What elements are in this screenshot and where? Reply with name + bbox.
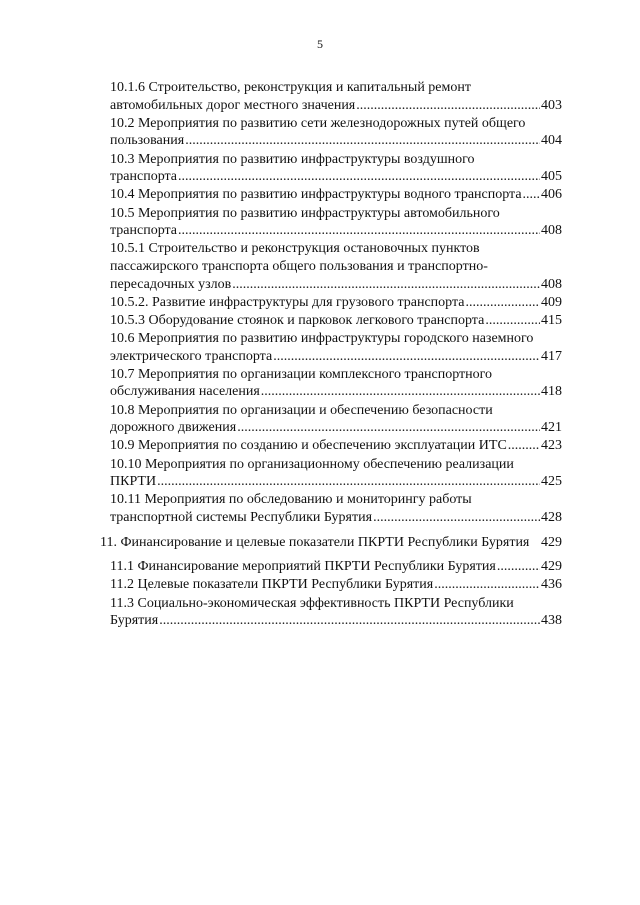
toc-entry-title: пользования [110,133,185,149]
toc-dot-leader [232,276,540,294]
toc-entry-title: 10.4 Мероприятия по развитию инфраструктуры водного транспорта [110,187,522,203]
toc-entry-last-line [110,576,562,594]
toc-page-number: 405 [541,169,562,185]
toc-dot-leader [508,437,540,455]
toc-entry[interactable] [110,595,562,630]
toc-entry-last-line [110,186,562,204]
toc-entry-title-line: 10.1.6 Строительство, реконструкция и капитальный ремонт [110,80,471,95]
toc-dot-leader [261,383,540,401]
toc-entry-last-line [110,294,562,312]
toc-entry[interactable] [110,151,562,186]
toc-page-number: 408 [541,223,562,239]
toc-entry[interactable] [110,366,562,401]
toc-entry-title: обслуживания населения [110,384,260,400]
toc-dot-leader [178,168,540,186]
toc-entry[interactable] [110,240,562,293]
toc-page-number: 409 [541,294,562,310]
toc-page-number: 429 [541,534,562,550]
toc-entry-last-line [110,437,562,455]
toc-entry[interactable] [110,402,562,437]
toc-dot-leader [157,473,540,491]
toc-entry-last-line [110,222,562,240]
toc-entry[interactable] [110,186,562,204]
toc-dot-leader [523,186,540,204]
toc-entry[interactable] [110,558,562,576]
toc-entry-last-line [110,276,562,294]
toc-entry-title: электрического транспорта [110,348,273,364]
toc-entry-title: 11.1 Финансирование мероприятий ПКРТИ Республики Бурятия [110,559,496,575]
toc-dot-leader [178,222,540,240]
toc-entry[interactable] [110,115,562,150]
toc-entry-title-line: пассажирского транспорта общего пользования и транспортно- [110,258,488,274]
toc-entry[interactable] [110,330,562,365]
toc-entry-last-line [100,534,562,552]
toc-entry[interactable] [110,79,562,114]
toc-entry[interactable] [110,491,562,526]
toc-dot-leader [485,312,540,330]
toc-entry-title-line: 10.5 Мероприятия по развитию инфраструктуры автомобильного [110,205,500,221]
toc-entry-last-line [110,558,562,576]
toc-entry-title: дорожного движения [110,420,237,436]
toc-entry-title: автомобильных дорог местного значения [110,97,356,113]
toc-entry-title: транспорта [110,223,178,239]
toc-entry-last-line [110,383,562,401]
toc-page-number: 403 [541,97,562,113]
toc-entry-last-line [110,348,562,366]
toc-entry-title-line: 10.7 Мероприятия по организации комплексного транспортного [110,366,493,382]
toc-entry-title: 10.5.2. Развитие инфраструктуры для грузового транспорта [110,294,465,310]
toc-entry-title-line: 10.8 Мероприятия по организации и обеспечению безопасности [110,402,493,418]
toc-page-number: 421 [541,420,562,436]
toc-entry-title-line: 10.2 Мероприятия по развитию сети железнодорожных путей общего [110,115,526,131]
toc-entry-last-line [110,168,562,186]
toc-entry-title: транспорта [110,169,178,185]
toc-dot-leader [185,132,540,150]
toc-entry-title: 10.9 Мероприятия по созданию и обеспечению эксплуатации ИТС [110,438,507,454]
toc-entry[interactable] [110,437,562,455]
toc-entry[interactable] [110,456,562,491]
toc-entry[interactable] [110,205,562,240]
toc-page-number: 429 [541,559,562,575]
toc-entry-title: 11. Финансирование и целевые показатели ПКРТИ Республики Бурятия [100,534,530,550]
toc-entry-title: пересадочных узлов [110,276,232,292]
toc-entry-title-line: 10.10 Мероприятия по организационному обеспечению реализации [110,456,514,472]
toc-page-number: 423 [541,438,562,454]
toc-entry-title-line: 10.3 Мероприятия по развитию инфраструктуры воздушного [110,151,475,167]
toc-entry-last-line [110,312,562,330]
toc-page-number: 415 [541,312,562,328]
toc-dot-leader [237,419,540,437]
toc-dot-leader [434,576,540,594]
toc-entry-title: транспортной системы Республики Бурятия [110,509,373,525]
toc-entry-title: 10.5.3 Оборудование стоянок и парковок легкового транспорта [110,312,485,328]
toc-entry-last-line [110,509,562,527]
toc-page-number: 438 [541,613,562,629]
toc-entry-title-line: 10.5.1 Строительство и реконструкция остановочных пунктов [110,241,480,257]
toc-entry-last-line [110,132,562,150]
toc-page-number: 408 [541,276,562,292]
toc-page-number: 428 [541,509,562,525]
toc-entry-last-line [110,419,562,437]
toc-entry-last-line [110,473,562,491]
toc-section-entry[interactable] [100,534,562,552]
toc-entry-title-line: 11.3 Социально-экономическая эффективность ПКРТИ Республики [110,595,514,611]
toc-page-number: 404 [541,133,562,149]
toc-entry-title: 11.2 Целевые показатели ПКРТИ Республики Бурятия [110,577,434,593]
toc-dot-leader [356,97,540,115]
toc-page-number: 417 [541,348,562,364]
toc-page-number: 406 [541,187,562,203]
toc-dot-leader [497,558,540,576]
toc-dot-leader [273,348,540,366]
toc-dot-leader [159,612,540,630]
toc-entry-title: ПКРТИ [110,474,157,490]
toc-dot-leader [373,509,540,527]
table-of-contents [100,79,562,630]
toc-entry[interactable] [110,576,562,594]
toc-entry-title-line: 10.6 Мероприятия по развитию инфраструктуры городского наземного [110,331,534,347]
toc-page-number: 418 [541,384,562,400]
toc-entry[interactable] [110,294,562,312]
toc-entry-last-line [110,612,562,630]
toc-entry[interactable] [110,312,562,330]
toc-page-number: 425 [541,474,562,490]
page-number: 5 [317,37,323,51]
toc-dot-leader [465,294,540,312]
toc-entry-title: Бурятия [110,613,159,629]
toc-entry-last-line [110,97,562,115]
toc-page-number: 436 [541,577,562,593]
toc-entry-title-line: 10.11 Мероприятия по обследованию и мониторингу работы [110,492,472,508]
